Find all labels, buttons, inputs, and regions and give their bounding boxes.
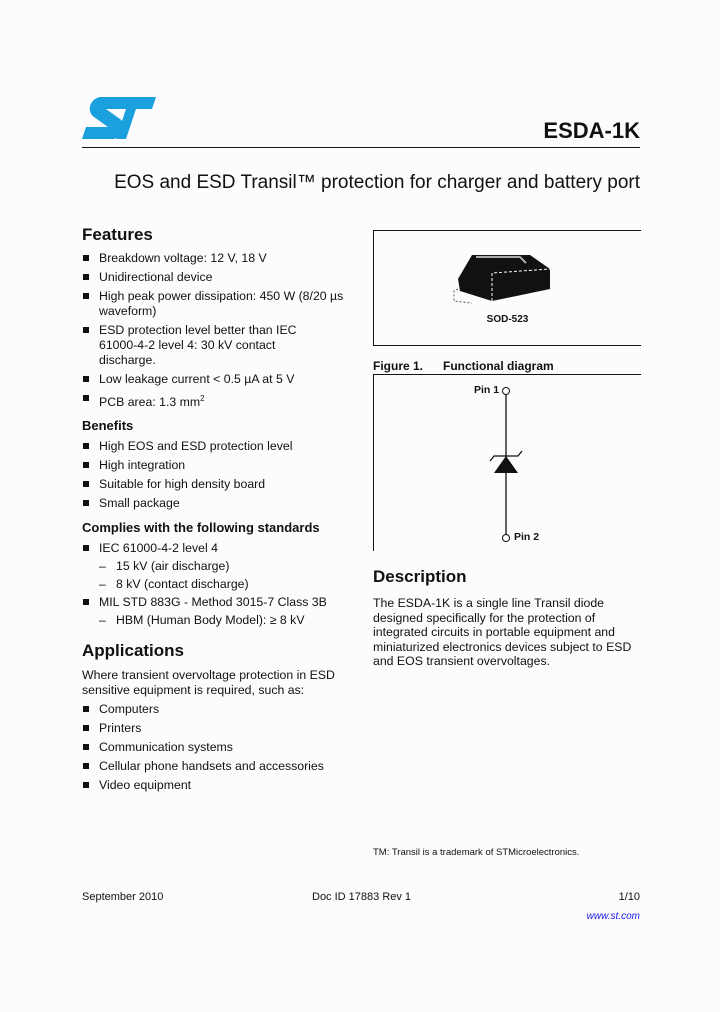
list-item: High EOS and ESD protection level bbox=[82, 439, 347, 454]
standards-list bbox=[82, 541, 347, 556]
iec-sublist bbox=[82, 559, 347, 592]
sod523-package-image bbox=[452, 249, 562, 311]
list-item: Low leakage current < 0.5 µA at 5 V bbox=[82, 372, 347, 387]
mil-sublist bbox=[82, 613, 347, 628]
standards-list-2 bbox=[82, 595, 347, 610]
list-item: High peak power dissipation: 450 W (8/20 µs waveform) bbox=[82, 289, 347, 319]
benefits-heading: Benefits bbox=[82, 418, 134, 434]
footer-doc-id: Doc ID 17883 Rev 1 bbox=[312, 891, 412, 903]
header-rule bbox=[82, 147, 640, 148]
subtitle: EOS and ESD Transil™ protection for charger and battery port bbox=[114, 172, 640, 193]
features-heading: Features bbox=[82, 225, 153, 244]
applications-list bbox=[82, 702, 347, 793]
diode-symbol bbox=[374, 375, 641, 551]
list-item: Video equipment bbox=[82, 778, 347, 793]
description-heading: Description bbox=[373, 567, 467, 586]
list-item: IEC 61000-4-2 level 4 bbox=[82, 541, 347, 556]
list-item: – HBM (Human Body Model): ≥ 8 kV bbox=[82, 613, 347, 628]
footer-date: September 2010 bbox=[82, 891, 164, 903]
pin1-label: Pin 1 bbox=[474, 384, 500, 396]
description-text: The ESDA-1K is a single line Transil diode designed specifically for the protection of integrated circuits in portable equipment and miniaturized electronics devices subject to ESD and EOS transient overvoltages. bbox=[373, 596, 632, 669]
website-link[interactable]: www.st.com bbox=[586, 911, 640, 922]
list-item: Communication systems bbox=[82, 740, 347, 755]
figure-number: Figure 1. bbox=[373, 359, 424, 373]
superscript: 2 bbox=[200, 394, 205, 403]
list-item: MIL STD 883G - Method 3015-7 Class 3B bbox=[82, 595, 347, 610]
list-item: High integration bbox=[82, 458, 347, 473]
trademark-note: TM: Transil is a trademark of STMicroelectronics. bbox=[373, 847, 580, 858]
benefits-list bbox=[82, 439, 347, 511]
left-column bbox=[82, 225, 347, 797]
applications-intro: Where transient overvoltage protection in ESD sensitive equipment is required, such as: bbox=[82, 668, 335, 698]
figure-caption bbox=[373, 359, 554, 373]
list-item bbox=[82, 391, 347, 410]
pin2-label: Pin 2 bbox=[514, 531, 540, 543]
list-item: Breakdown voltage: 12 V, 18 V bbox=[82, 251, 347, 266]
standards-heading: Complies with the following standards bbox=[82, 520, 320, 536]
package-label: SOD-523 bbox=[486, 314, 529, 325]
list-item: Small package bbox=[82, 496, 347, 511]
pcb-area: PCB area: 1.3 mm bbox=[99, 395, 201, 410]
applications-heading: Applications bbox=[82, 641, 185, 661]
list-item: Computers bbox=[82, 702, 347, 717]
list-item: Printers bbox=[82, 721, 347, 736]
list-item: – 15 kV (air discharge) bbox=[82, 559, 347, 574]
list-item: ESD protection level better than IEC 61000-4-2 level 4: 30 kV contact discharge. bbox=[82, 323, 299, 368]
functional-diagram bbox=[373, 374, 641, 551]
st-logo bbox=[80, 95, 158, 141]
list-item: Suitable for high density board bbox=[82, 477, 347, 492]
features-list bbox=[82, 251, 347, 410]
part-number: ESDA-1K bbox=[543, 118, 640, 143]
list-item: Unidirectional device bbox=[82, 270, 347, 285]
list-item: – 8 kV (contact discharge) bbox=[82, 577, 347, 592]
figure-title: Functional diagram bbox=[443, 359, 554, 373]
list-item: Cellular phone handsets and accessories bbox=[82, 759, 347, 774]
package-figure bbox=[373, 230, 641, 346]
footer-page: 1/10 bbox=[618, 891, 640, 903]
